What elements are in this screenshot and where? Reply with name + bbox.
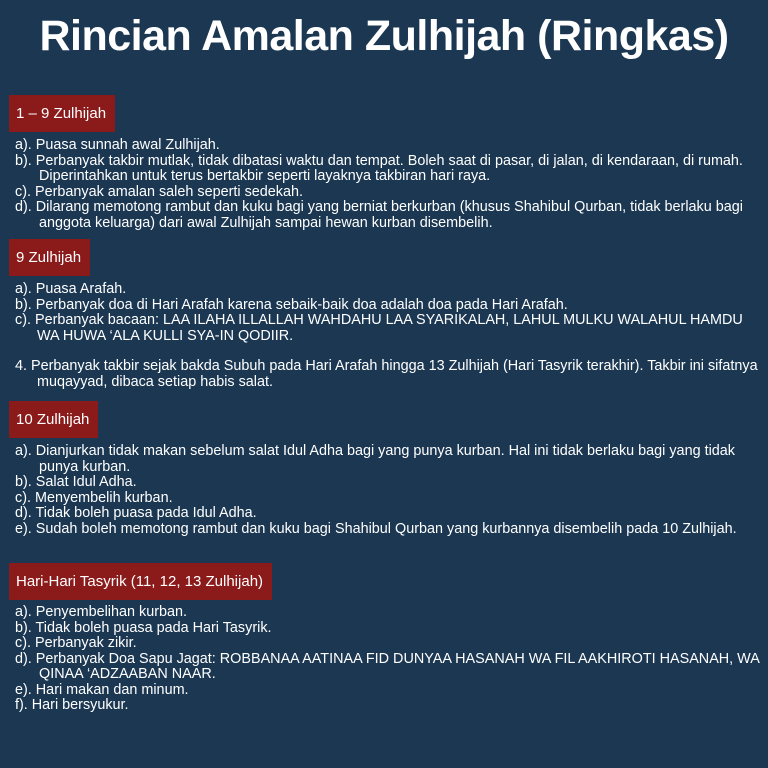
list-item: d). Tidak boleh puasa pada Idul Adha.: [15, 505, 257, 521]
list-item: f). Hari bersyukur.: [15, 697, 129, 713]
section-items-1-9-zulhijah: [15, 138, 760, 231]
list-item: c). Perbanyak amalan saleh seperti sedekah.: [15, 183, 303, 200]
section-header-1-9-zulhijah: 1 – 9 Zulhijah: [9, 95, 115, 132]
list-item: c). Menyembelih kurban.: [15, 489, 173, 506]
section-items-hari-tasyrik: [15, 605, 760, 714]
list-item: b). Perbanyak doa di Hari Arafah karena sebaik-baik doa adalah doa pada Hari Arafah.: [15, 296, 568, 313]
list-item: a). Puasa sunnah awal Zulhijah.: [15, 137, 220, 153]
list-item: b). Salat Idul Adha.: [15, 474, 137, 490]
list-item: a). Penyembelihan kurban.: [15, 604, 187, 620]
list-item: c). Perbanyak zikir.: [15, 635, 137, 651]
list-item: a). Puasa Arafah.: [15, 281, 127, 297]
list-item: e). Hari makan dan minum.: [15, 681, 189, 698]
section-header-hari-tasyrik: Hari-Hari Tasyrik (11, 12, 13 Zulhijah): [9, 563, 272, 600]
list-item: d). Perbanyak Doa Sapu Jagat: ROBBANAA AATINAA FID DUNYAA HASANAH WA FIL AAKHIROTI HASANAH, WA QINAA ‘ADZAABAN NAAR.: [15, 650, 760, 682]
section-items-10-zulhijah: [15, 444, 760, 537]
list-item: b). Tidak boleh puasa pada Hari Tasyrik.: [15, 619, 272, 636]
page-title: Rincian Amalan Zulhijah (Ringkas): [39, 12, 729, 60]
list-item: a). Dianjurkan tidak makan sebelum salat Idul Adha bagi yang punya kurban. Hal ini tidak berlaku bagi yang tidak punya kurban.: [15, 443, 735, 475]
section-header-10-zulhijah: 10 Zulhijah: [9, 401, 98, 438]
section-items-9-zulhijah: [15, 282, 760, 390]
section-header-9-zulhijah: 9 Zulhijah: [9, 239, 90, 276]
list-item: d). Dilarang memotong rambut dan kuku bagi yang berniat berkurban (khusus Shahibul Qurban, tidak berlaku bagi anggota keluarga) dari awal Zulhijah sampai hewan kurban disembelih.: [15, 199, 743, 231]
list-item: 4. Perbanyak takbir sejak bakda Subuh pada Hari Arafah hingga 13 Zulhijah (Hari Tasyrik terakhir). Takbir ini sifatnya muqayyad, dibaca setiap habis salat.: [15, 358, 758, 390]
list-item: c). Perbanyak bacaan: LAA ILAHA ILLALLAH WAHDAHU LAA SYARIKALAH, LAHUL MULKU WALAHUL HAMDU WA HUWA ‘ALA KULLI SYA-IN QODIIR.: [15, 312, 743, 344]
list-item: e). Sudah boleh memotong rambut dan kuku bagi Shahibul Qurban yang kurbannya disembelih pada 10 Zulhijah.: [15, 520, 737, 537]
list-item: b). Perbanyak takbir mutlak, tidak dibatasi waktu dan tempat. Boleh saat di pasar, di jalan, di kendaraan, di rumah. Diperintahkan untuk terus bertakbir seperti layaknya takbiran hari raya.: [15, 152, 743, 184]
